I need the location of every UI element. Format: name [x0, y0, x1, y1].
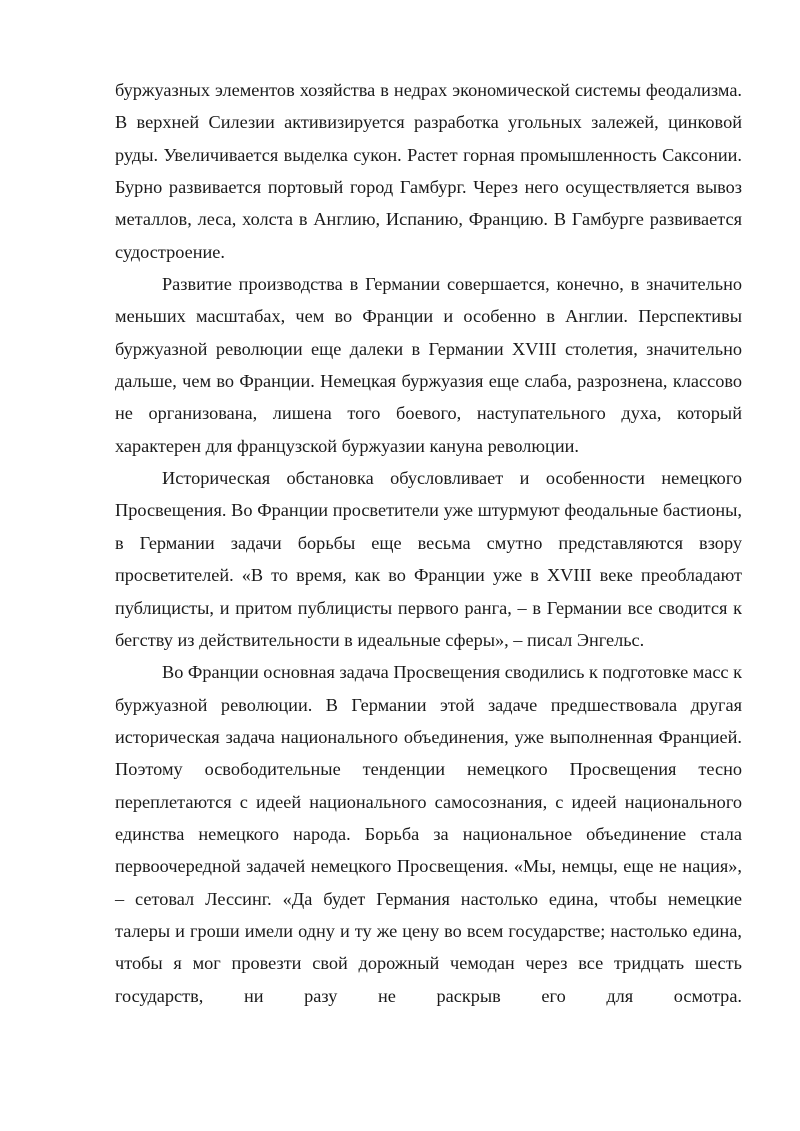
paragraph-3: Историческая обстановка обусловливает и особенности немецкого Просвещения. Во Франции просветители уже штурмуют феодальные бастионы, в Германии задачи борьбы еще весьма смутно представляются взору просветителей. «В то время, как во Франции уже в XVIII веке преобладают публицисты, и притом публицисты первого ранга, – в Германии все сводится к бегству из действительности в идеальные сферы», – писал Энгельс. — [115, 468, 742, 650]
document-page — [115, 74, 742, 1012]
paragraph-1: буржуазных элементов хозяйства в недрах экономической системы феодализма. В верхней Силезии активизируется разработка угольных залежей, цинковой руды. Увеличивается выделка сукон. Растет горная промышленность Саксонии. Бурно развивается портовый город Гамбург. Через него осуществляется вывоз металлов, леса, холста в Англию, Испанию, Францию. В Гамбурге развивается судостроение. — [115, 80, 742, 262]
paragraph-2: Развитие производства в Германии совершается, конечно, в значительно меньших масштабах, чем во Франции и особенно в Англии. Перспективы буржуазной революции еще далеки в Германии XVIII столетия, значительно дальше, чем во Франции. Немецкая буржуазия еще слаба, разрознена, классово не организована, лишена того боевого, наступательного духа, который характерен для французской буржуазии кануна революции. — [115, 274, 742, 456]
paragraph-4: Во Франции основная задача Просвещения сводились к подготовке масс к буржуазной революции. В Германии этой задаче предшествовала другая историческая задача национального объединения, уже выполненная Францией. Поэтому освободительные тенденции немецкого Просвещения тесно переплетаются с идеей национального самосознания, с идеей национального единства немецкого народа. Борьба за национальное объединение стала первоочередной задачей немецкого Просвещения. «Мы, немцы, еще не нация», – сетовал Лессинг. «Да будет Германия настолько едина, чтобы немецкие талеры и гроши имели одну и ту же цену во всем государстве; настолько едина, чтобы я мог провезти свой дорожный чемодан через все тридцать шесть государств, ни разу не раскрыв его для осмотра. — [115, 662, 742, 1006]
